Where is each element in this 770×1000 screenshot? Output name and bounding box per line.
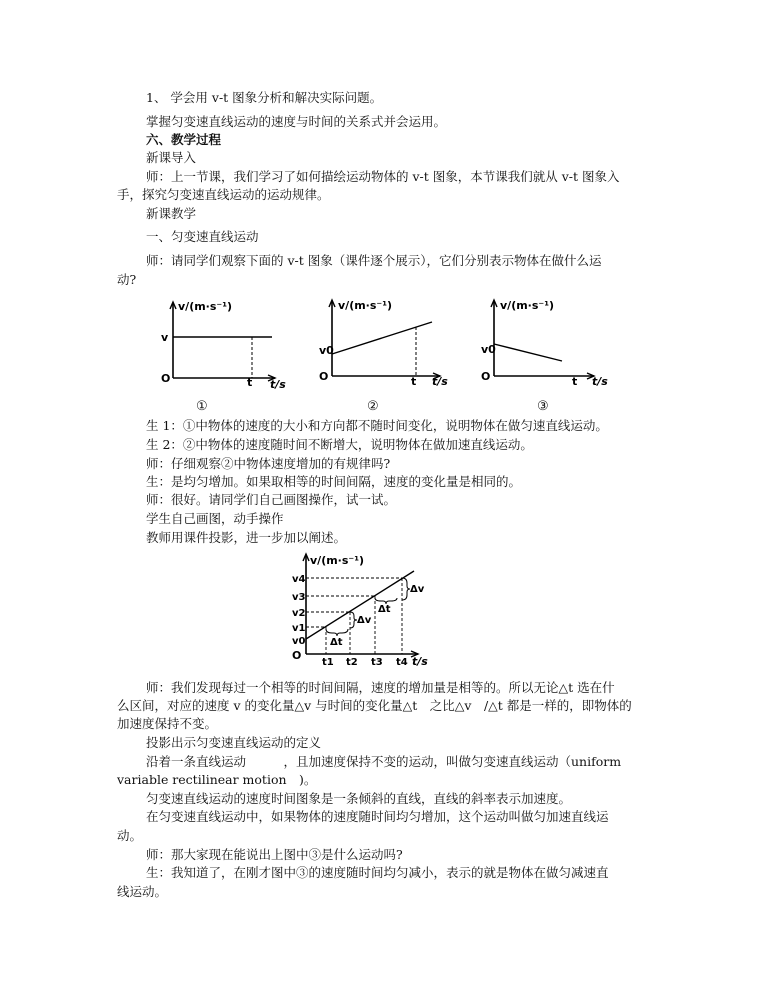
v1-label: v1 [292, 623, 306, 634]
graph-caption-3: ③ [537, 399, 549, 414]
axis-y-label: v/(m·s⁻¹) [310, 554, 365, 567]
t3-label: t3 [371, 657, 383, 668]
text-line: 教师用课件投影，进一步加以阐述。 [146, 530, 347, 545]
dt-label: Δt [378, 604, 391, 615]
dv-label: Δv [357, 615, 372, 626]
text-line: 么区间，对应的速度 v 的变化量△v 与时间的变化量△t 之比△v /△t 都是一样的，即物体的 [117, 698, 632, 713]
axis-y-label: v/(m·s⁻¹) [500, 299, 555, 312]
vt-graph-uniform-acceleration [290, 551, 440, 671]
t2-label: t2 [346, 657, 358, 668]
origin-label: O [292, 649, 302, 662]
origin-label: O [161, 372, 171, 385]
t-label: t [411, 375, 417, 388]
text-line: 线运动。 [117, 884, 168, 899]
origin-label: O [319, 370, 329, 383]
axis-y-label: v/(m·s⁻¹) [178, 300, 233, 313]
axis-x-label: t/s [270, 378, 286, 391]
t1-label: t1 [322, 657, 334, 668]
text-line: 师：很好。请同学们自己画图操作，试一试。 [146, 492, 397, 507]
v4-label: v4 [292, 574, 306, 585]
text-line: 手，探究匀变速直线运动的运动规律。 [117, 187, 330, 202]
v0-label: v0 [292, 636, 306, 647]
dt-label: Δt [330, 637, 343, 648]
text-line: variable rectilinear motion )。 [117, 772, 317, 787]
text-line: 生：我知道了，在刚才图中③的速度随时间均匀减小，表示的就是物体在做匀减速直 [146, 865, 609, 880]
text-line: 师：仔细观察②中物体速度增加的有规律吗? [146, 456, 391, 471]
v0-label: v0 [319, 344, 334, 357]
dv-label: Δv [410, 584, 425, 595]
v0-label: v0 [481, 343, 496, 356]
text-line: 动? [117, 272, 137, 287]
text-line: 新课导入 [146, 150, 197, 165]
origin-label: O [481, 370, 491, 383]
vt-graph-decelerating [480, 296, 620, 391]
axis-x-label: t/s [412, 655, 428, 668]
text-line: 1、 学会用 v-t 图象分析和解决实际问题。 [146, 90, 383, 105]
text-line: 掌握匀变速直线运动的速度与时间的关系式并会运用。 [146, 114, 447, 129]
text-line: 生 2：②中物体的速度随时间不断增大，说明物体在做加速直线运动。 [146, 437, 533, 452]
axis-y-label: v/(m·s⁻¹) [338, 299, 393, 312]
text-line: 师：我们发现每过一个相等的时间间隔，速度的增加量是相等的。所以无论△t 选在什 [146, 680, 615, 695]
v3-label: v3 [292, 592, 306, 603]
text-line: 加速度保持不变。 [117, 716, 218, 731]
t-label: t [572, 375, 578, 388]
vt-graph-uniform [160, 298, 300, 393]
text-line: 匀变速直线运动的速度时间图象是一条倾斜的直线，直线的斜率表示加速度。 [146, 791, 572, 806]
vt-graph-accelerating [318, 296, 458, 391]
section-heading: 六、教学过程 [146, 132, 222, 147]
text-line: 在匀变速直线运动中，如果物体的速度随时间均匀增加，这个运动叫做匀加速直线运 [146, 809, 609, 824]
v2-label: v2 [292, 608, 306, 619]
t4-label: t4 [396, 657, 408, 668]
text-line: 师：那大家现在能说出上图中③是什么运动吗? [146, 847, 403, 862]
text-line: 动。 [117, 828, 143, 843]
graph-caption-2: ② [367, 399, 379, 414]
text-line: 投影出示匀变速直线运动的定义 [146, 735, 322, 750]
t-label: t [247, 376, 253, 389]
graph-caption-1: ① [196, 399, 208, 414]
text-line: 生：是均匀增加。如果取相等的时间间隔，速度的变化量是相同的。 [146, 474, 522, 489]
text-line: 一、匀变速直线运动 [146, 229, 259, 244]
axis-x-label: t/s [592, 375, 608, 388]
axis-x-label: t/s [432, 375, 448, 388]
text-line: 师：请同学们观察下面的 v-t 图象（课件逐个展示），它们分别表示物体在做什么运 [146, 253, 602, 268]
text-line: 沿着一条直线运动 ，且加速度保持不变的运动，叫做匀变速直线运动（uniform [146, 754, 622, 769]
v-label: v [161, 331, 169, 344]
text-line: 师：上一节课，我们学习了如何描绘运动物体的 v-t 图象，本节课我们就从 v-t 图象入 [146, 169, 620, 184]
text-line: 新课教学 [146, 206, 197, 221]
text-line: 生 1：①中物体的速度的大小和方向都不随时间变化，说明物体在做匀速直线运动。 [146, 418, 608, 433]
text-line: 学生自己画图，动手操作 [146, 511, 284, 526]
